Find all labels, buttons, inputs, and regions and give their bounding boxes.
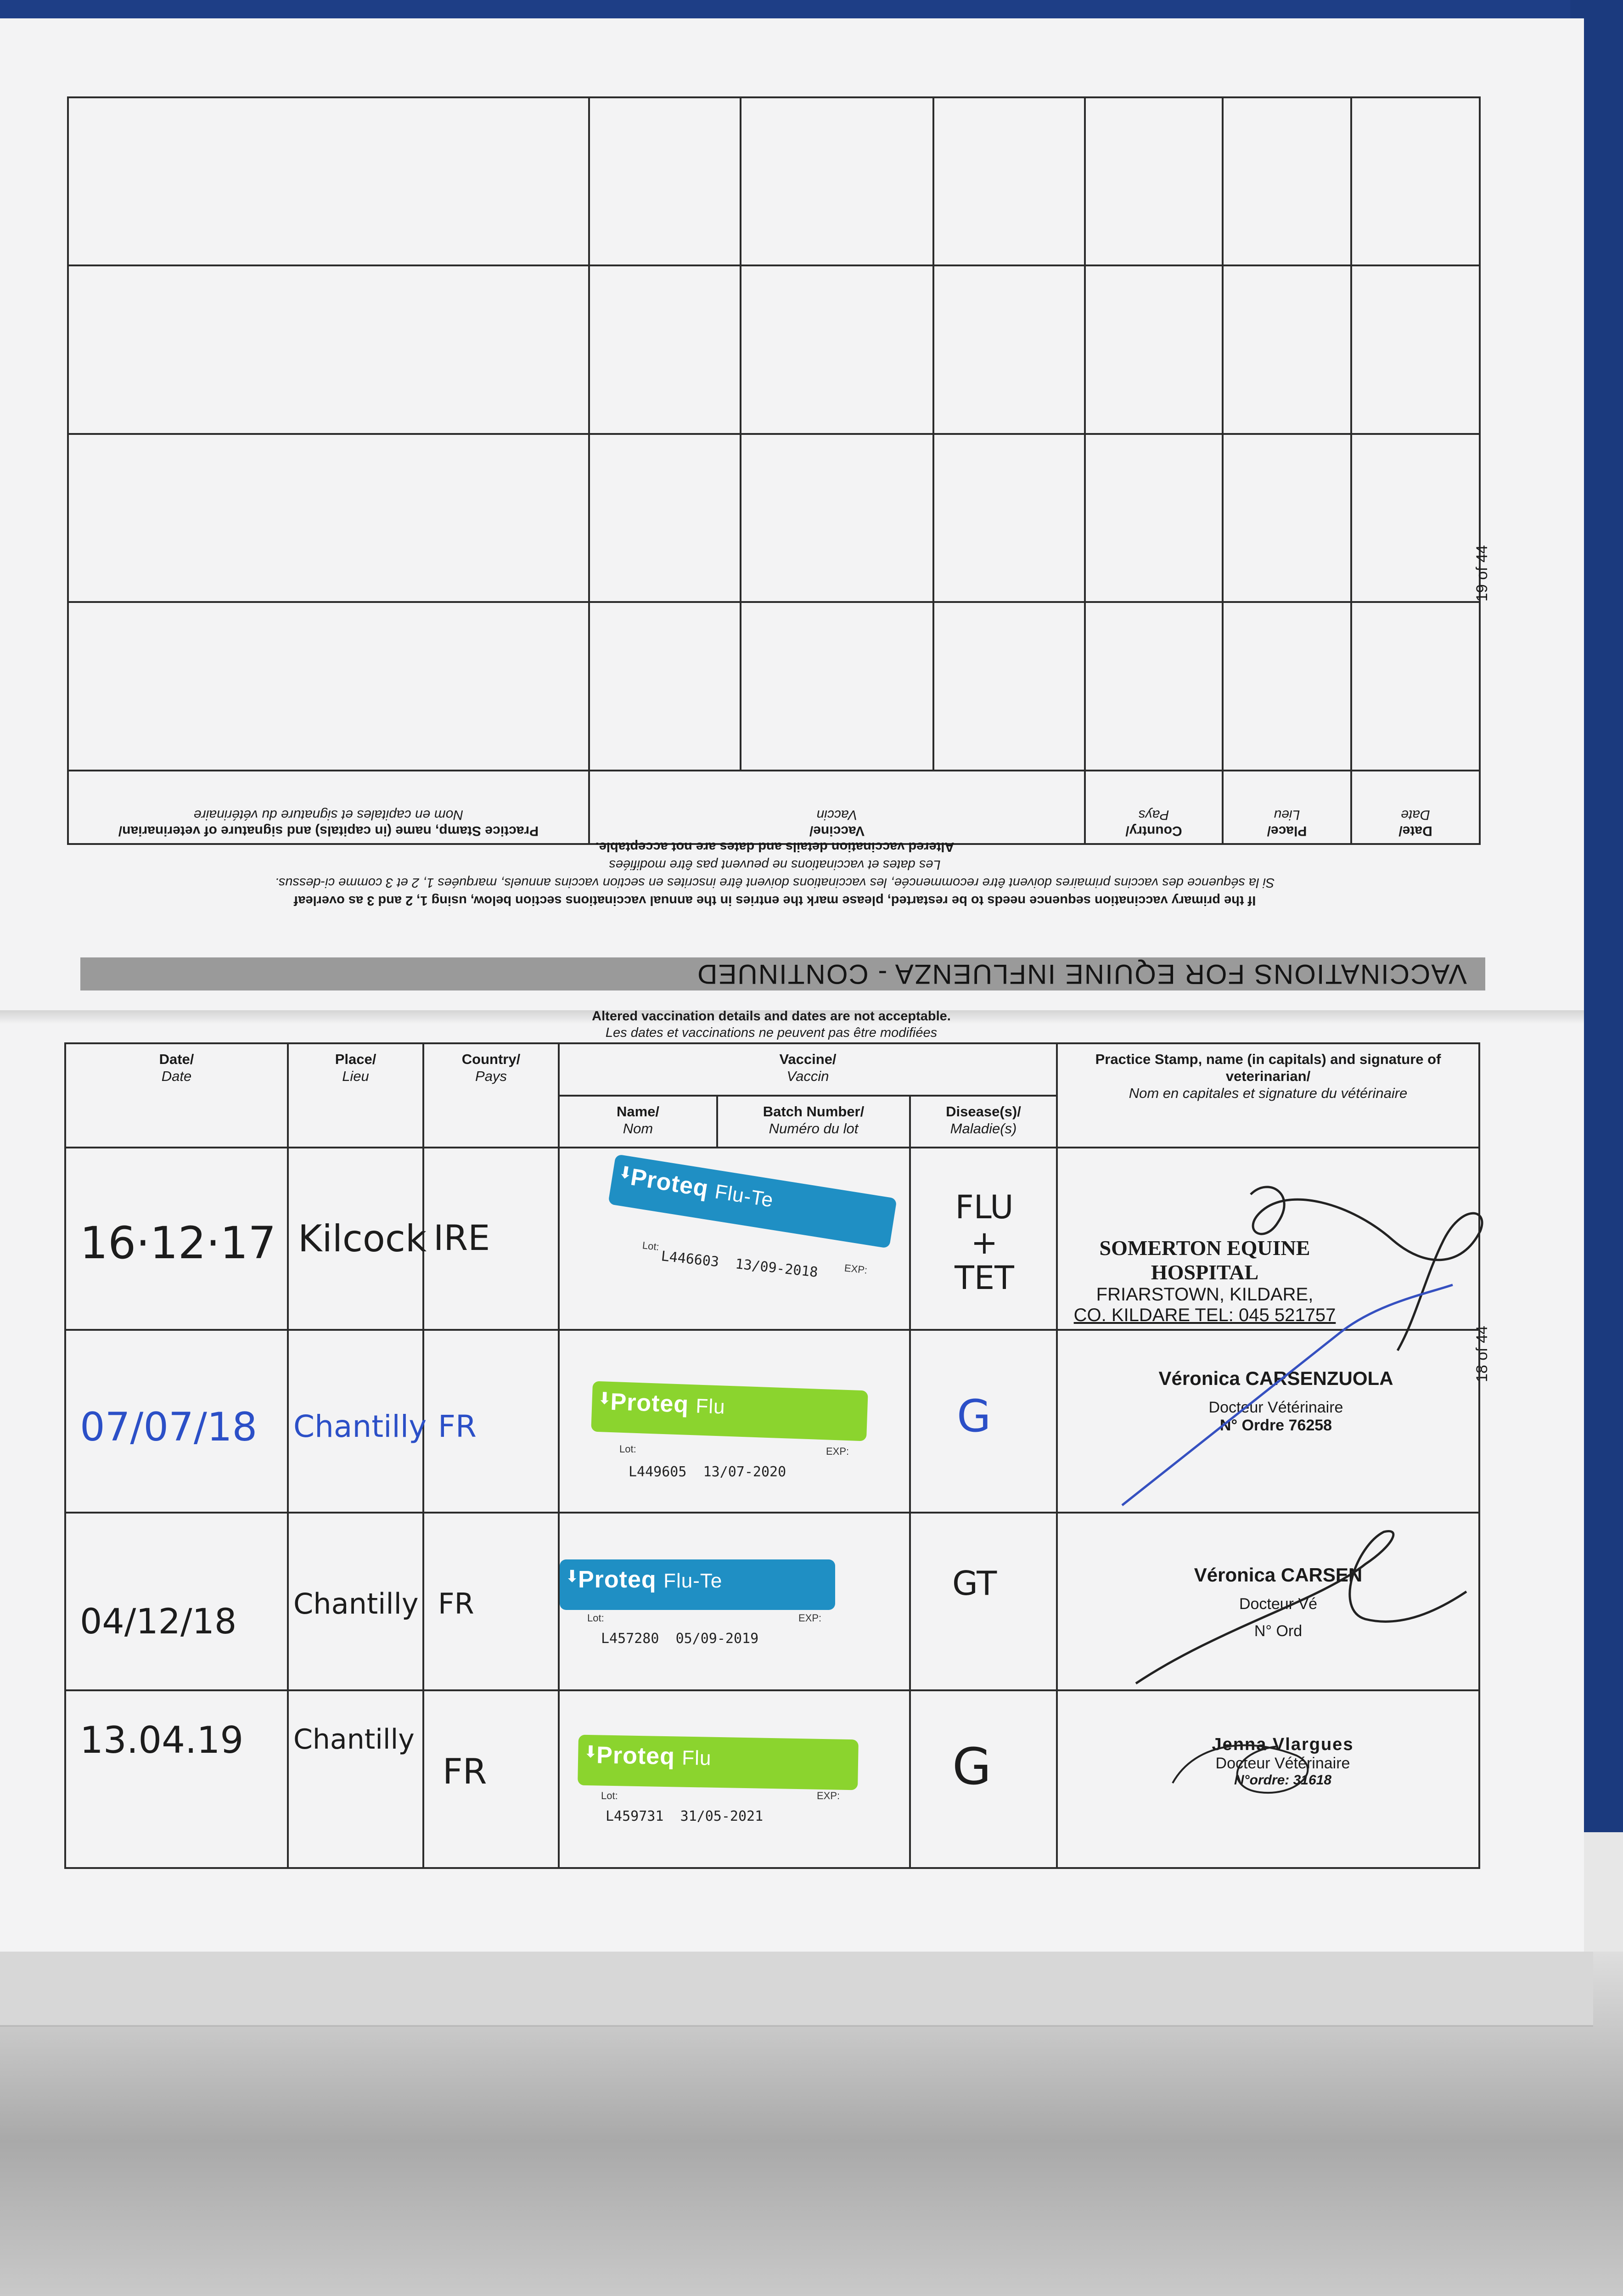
date-handwritten: 04/12/18	[80, 1600, 237, 1642]
upper-cell	[1351, 602, 1480, 771]
vaccine-sticker	[578, 1735, 859, 1790]
cell-date	[65, 1148, 288, 1330]
upper-col-vaccine: Vaccine/ Vaccin	[589, 771, 1085, 844]
country-handwritten: IRE	[433, 1217, 490, 1259]
disease-handwritten: G	[957, 1390, 991, 1442]
col-batch: Batch Number/ Numéro du lot	[717, 1096, 910, 1148]
upper-cell	[1351, 434, 1480, 602]
cell-country	[423, 1330, 559, 1512]
cell-disease	[910, 1330, 1057, 1512]
upper-cell	[68, 602, 589, 771]
lot-number: L446603 13/09-2018	[660, 1248, 819, 1281]
lot-label: Lot:	[619, 1443, 636, 1455]
exp-label: EXP:	[826, 1446, 849, 1458]
upper-cell	[68, 266, 589, 434]
upper-notice-bold: Altered vaccination details and dates are not acceptable.	[595, 839, 955, 854]
upper-cell	[1223, 266, 1351, 434]
table-row	[65, 1513, 1479, 1690]
country-handwritten: FR	[443, 1750, 487, 1792]
col-place: Place/ Lieu	[288, 1043, 423, 1148]
cell-date	[65, 1513, 288, 1690]
upper-col-place: Place/ Lieu	[1223, 771, 1351, 844]
cell-disease	[910, 1690, 1057, 1868]
date-handwritten: 07/07/18	[80, 1404, 258, 1451]
droplet-icon: ⬇	[565, 1566, 579, 1586]
sticker-brand: Proteq Flu	[610, 1389, 726, 1419]
upper-cell	[589, 602, 741, 771]
droplet-icon: ⬇	[617, 1162, 634, 1183]
cell-country	[423, 1690, 559, 1868]
col-vaccine: Vaccine/ Vaccin	[559, 1043, 1057, 1096]
sticker-brand: Proteq Flu-Te	[629, 1164, 775, 1212]
place-handwritten: Chantilly	[293, 1587, 419, 1621]
cell-vaccine-sticker	[559, 1690, 910, 1868]
upper-cell	[1223, 434, 1351, 602]
cell-stamp	[1057, 1690, 1479, 1868]
exp-label: EXP:	[798, 1612, 822, 1624]
upper-notice	[69, 839, 1481, 909]
upper-cell	[68, 434, 589, 602]
lower-vaccination-table	[64, 1042, 1478, 1869]
table-row	[65, 1690, 1479, 1868]
cell-stamp	[1057, 1330, 1479, 1512]
vaccine-sticker	[591, 1381, 868, 1441]
upper-col-stamp: Practice Stamp, name (in capitals) and signature of veterinarian/ Nom en capitales et signature du vétérinaire	[68, 771, 589, 844]
disease-handwritten: FLU + TET	[955, 1188, 1014, 1297]
lot-number: L459731 31/05-2021	[606, 1808, 764, 1824]
upper-notice-italic: Les dates et vaccinations ne peuvent pas être modifiées	[609, 857, 941, 872]
upper-col-date: Date/ Date	[1351, 771, 1480, 844]
table-row	[65, 1330, 1479, 1512]
col-stamp: Practice Stamp, name (in capitals) and signature of veterinarian/ Nom en capitales et signature du vétérinaire	[1057, 1043, 1479, 1148]
cell-vaccine-sticker	[559, 1330, 910, 1512]
col-name: Name/ Nom	[559, 1096, 717, 1148]
col-country: Country/ Pays	[423, 1043, 559, 1148]
lower-notice	[473, 1008, 1070, 1041]
cell-date	[65, 1690, 288, 1868]
upper-cell	[589, 266, 741, 434]
upper-cell	[741, 602, 933, 771]
place-handwritten: Chantilly	[293, 1723, 415, 1756]
cell-vaccine-sticker	[559, 1148, 910, 1330]
droplet-icon: ⬇	[597, 1389, 612, 1408]
upper-cell	[1085, 97, 1223, 266]
upper-cell	[1223, 602, 1351, 771]
plastic-sleeve	[0, 1952, 1593, 2027]
upper-cell	[933, 97, 1085, 266]
upper-cell	[589, 97, 741, 266]
signature	[1104, 1276, 1480, 1514]
cell-country	[423, 1148, 559, 1330]
upper-col-country: Country/ Pays	[1085, 771, 1223, 844]
practice-stamp: SOMERTON EQUINE HOSPITAL FRIARSTOWN, KILDARE, CO. KILDARE TEL: 045 521757	[1073, 1236, 1336, 1326]
vet-stamp: Véronica CARSENZUOLA Docteur Vétérinaire N° Ordre 76258	[1158, 1367, 1393, 1435]
vaccine-sticker	[560, 1559, 835, 1610]
upper-cell	[589, 434, 741, 602]
upper-cell	[741, 266, 933, 434]
lot-number: L449605 13/07-2020	[629, 1464, 786, 1480]
lot-label: Lot:	[641, 1239, 660, 1253]
lower-notice-italic: Les dates et vaccinations ne peuvent pas être modifiées	[605, 1025, 938, 1041]
upper-cell	[1351, 266, 1480, 434]
place-handwritten: Chantilly	[293, 1409, 427, 1445]
vaccine-sticker	[608, 1154, 897, 1249]
cell-place	[288, 1148, 427, 1330]
date-handwritten: 13.04.19	[80, 1718, 244, 1761]
vet-stamp: Véronica CARSEN Docteur Vé N° Ord	[1194, 1564, 1363, 1640]
cell-country	[423, 1513, 559, 1690]
disease-handwritten: G	[952, 1737, 992, 1796]
upper-restart-en: If the primary vaccination sequence needs to be restarted, please mark the entries in the annual vaccinations section below, using 1, 2 and 3 as overleaf	[293, 893, 1256, 908]
cell-disease	[910, 1148, 1057, 1330]
upper-cell	[741, 434, 933, 602]
upper-cell	[68, 97, 589, 266]
signature	[1127, 1518, 1471, 1702]
upper-cell	[933, 266, 1085, 434]
lot-label: Lot:	[601, 1790, 618, 1801]
exp-label: EXP:	[817, 1790, 840, 1801]
upper-cell	[1223, 97, 1351, 266]
sticker-brand: Proteq Flu	[596, 1742, 712, 1770]
lower-notice-bold: Altered vaccination details and dates are not acceptable.	[592, 1009, 951, 1024]
country-handwritten: FR	[438, 1409, 477, 1445]
signature	[1159, 1723, 1416, 1815]
page-number-upper	[1468, 574, 1560, 602]
lot-number: L457280 05/09-2019	[601, 1630, 759, 1647]
upper-cell	[933, 434, 1085, 602]
disease-handwritten: GT	[952, 1564, 997, 1603]
upper-vaccination-table	[69, 96, 1481, 845]
cell-place	[288, 1513, 423, 1690]
sticker-brand: Proteq Flu-Te	[578, 1566, 723, 1593]
place-handwritten: Kilcock	[298, 1217, 427, 1261]
date-handwritten: 16·12·17	[80, 1217, 276, 1269]
upper-cell	[1085, 434, 1223, 602]
vet-stamp: Jenna Vlargues Docteur Vétérinaire N°ordre: 31618	[1212, 1734, 1354, 1788]
cell-vaccine-sticker	[559, 1513, 910, 1690]
upper-cell	[933, 602, 1085, 771]
upper-cell	[1085, 602, 1223, 771]
exp-label: EXP:	[843, 1262, 868, 1276]
upper-restart-fr: Si la séquence des vaccins primaires doivent être recommencée, les vaccinations doivent être inscrites en section vaccins annuels, marquées 1, 2 et 3 comme ci-dessus.	[275, 875, 1275, 890]
cell-stamp	[1057, 1513, 1479, 1690]
cell-date	[65, 1330, 288, 1512]
banner-text: VACCINATIONS FOR EQUINE INFLUENZA - CONTINUED	[696, 959, 1467, 990]
section-banner	[80, 957, 1485, 990]
country-handwritten: FR	[438, 1587, 474, 1621]
col-date: Date/ Date	[65, 1043, 288, 1148]
passport-id-upper	[0, 595, 186, 627]
droplet-icon: ⬇	[584, 1742, 598, 1761]
lot-label: Lot:	[587, 1612, 604, 1624]
cell-place	[288, 1690, 423, 1868]
upper-cell	[741, 97, 933, 266]
upper-cell	[1351, 97, 1480, 266]
upper-cell	[1085, 266, 1223, 434]
col-disease: Disease(s)/ Maladie(s)	[910, 1096, 1057, 1148]
cell-disease	[910, 1513, 1057, 1690]
cell-place	[288, 1330, 427, 1512]
